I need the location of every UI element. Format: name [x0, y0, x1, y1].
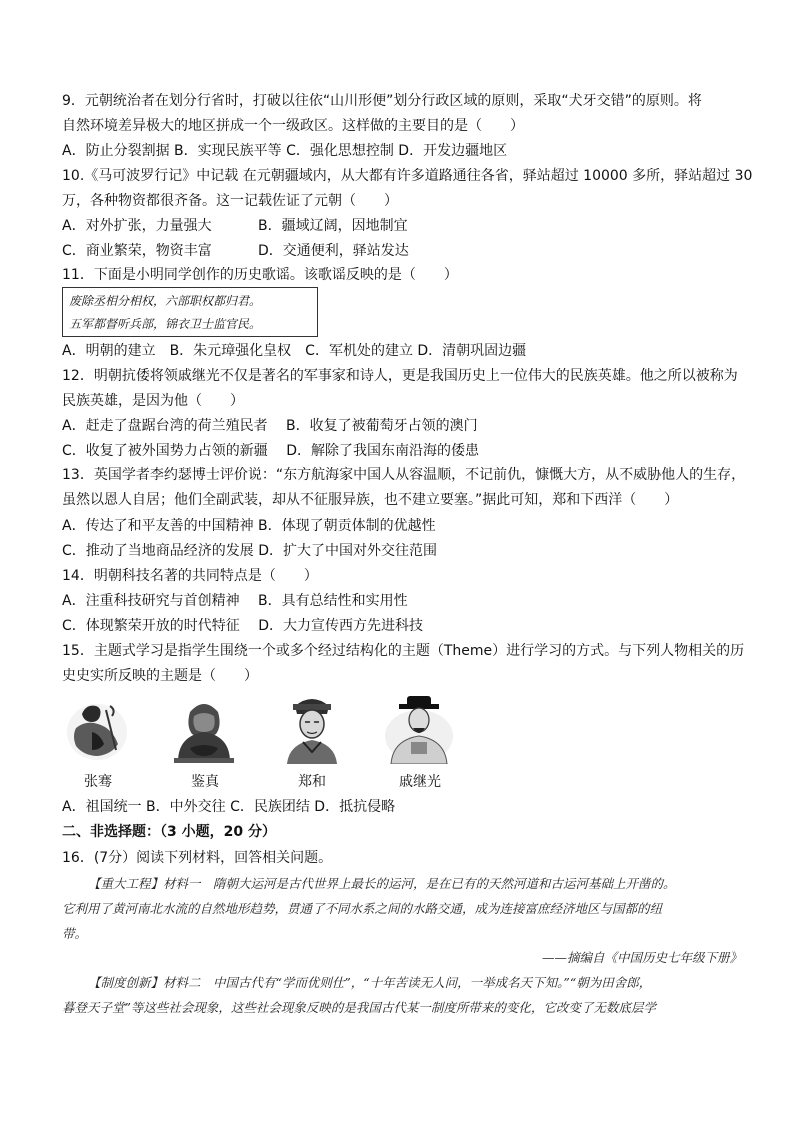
q15-stem-line2: 史史实所反映的主题是（ ） — [62, 668, 258, 684]
zheng-he-portrait — [283, 692, 341, 764]
q9-stem-line2: 自然环境差异极大的地区拼成一个一级政区。这样做的主要目的是（ ） — [62, 118, 524, 134]
q12-options-cd: C．收复了被外国势力占领的新疆 D．解除了我国东南沿海的倭患 — [62, 443, 480, 459]
caption-zheng-he: 郑和 — [298, 774, 326, 790]
q13-options-cd: C．推动了当地商品经济的发展 D．扩大了中国对外交往范围 — [62, 543, 438, 559]
q11-stem: 11．下面是小明同学创作的历史歌谣。该歌谣反映的是（ ） — [62, 267, 458, 283]
q16-material2-line2: 暮登天子堂”等这些社会现象，这些社会现象反映的是我国古代某一制度所带来的变化，它改变了无数底层学 — [62, 1000, 656, 1015]
q9-stem-line1: 9．元朝统治者在划分行省时，打破以往依“山川形便”划分行政区域的原则，采取“犬牙交错”的原则。将 — [62, 93, 702, 109]
q15-options: A．祖国统一 B．中外交往 C．民族团结 D．抵抗侵略 — [62, 799, 396, 815]
jianzhen-portrait — [166, 692, 242, 764]
song-box — [62, 287, 318, 337]
q14-options-cd: C．体现繁荣开放的时代特征 D．大力宣传西方先进科技 — [62, 618, 424, 634]
q9-options: A．防止分裂割据 B．实现民族平等 C．强化思想控制 D．开发边疆地区 — [62, 143, 508, 159]
q10-option-a: A．对外扩张，力量强大 — [62, 218, 212, 234]
q14-options-ab: A．注重科技研究与首创精神 B．具有总结性和实用性 — [62, 593, 408, 609]
q12-stem-line1: 12．明朝抗倭将领戚继光不仅是著名的军事家和诗人，更是我国历史上一位伟大的民族英雄。他之所以被称为 — [62, 368, 738, 384]
section2-title: 二、非选择题：（3 小题，20 分） — [62, 824, 276, 840]
q10-option-c: C．商业繁荣，物资丰富 — [62, 243, 212, 259]
q16-material1-line3: 带。 — [62, 926, 88, 941]
q16-stem: 16．(7分）阅读下列材料，回答相关问题。 — [62, 850, 333, 866]
q13-stem-line1: 13．英国学者李约瑟博士评价说：“东方航海家中国人从容温顺，不记前仇，慷慨大方，从不威胁他人的生存， — [62, 467, 746, 483]
q15-stem-line1: 15．主题式学习是指学生围绕一个或多个经过结构化的主题（Theme）进行学习的方式。与下列人物相关的历 — [62, 643, 745, 659]
q16-material1-source: ——摘编自《中国历史七年级下册》 — [541, 950, 742, 965]
q11-options: A．明朝的建立 B．朱元璋强化皇权 C．军机处的建立 D．清朝巩固边疆 — [62, 343, 527, 359]
q16-material1-line2: 它利用了黄河南北水流的自然地形趋势，贯通了不同水系之间的水路交通，成为连接富庶经济地区与国都的纽 — [62, 901, 663, 916]
q10-option-b: B．疆域辽阔，因地制宜 — [258, 218, 408, 234]
q10-stem-line2: 万，各种物资都很齐备。这一记载佐证了元朝（ ） — [62, 193, 398, 209]
q12-options-ab: A．赶走了盘踞台湾的荷兰殖民者 B．收复了被葡萄牙占领的澳门 — [62, 418, 478, 434]
q13-stem-line2: 虽然以恩人自居；他们全副武装，却从不征服异族，也不建立要塞。”据此可知，郑和下西洋（ ） — [62, 492, 679, 508]
q10-option-d: D．交通便利，驿站发达 — [258, 243, 409, 259]
caption-qi-jiguang: 戚继光 — [399, 774, 441, 790]
q16-material1-line1: 【重大工程】材料一 隋朝大运河是古代世界上最长的运河，是在已有的天然河道和古运河基础上开凿的。 — [88, 876, 676, 891]
song-line-1: 废除丞相分相权，六部职权都归君。 — [69, 294, 262, 308]
song-line-2: 五军都督听兵部，锦衣卫士监官民。 — [69, 317, 262, 331]
qi-jiguang-portrait — [383, 692, 455, 764]
q10-stem-line1: 10.《马可波罗行记》中记载 在元朝疆域内，从大都有许多道路通往各省，驿站超过 10000 多所，驿站超过 30 — [62, 168, 753, 184]
q12-stem-line2: 民族英雄，是因为他（ ） — [62, 393, 244, 409]
caption-zhang-qian: 张骞 — [84, 774, 112, 790]
caption-jianzhen: 鉴真 — [191, 774, 219, 790]
zhang-qian-portrait — [62, 692, 132, 764]
q16-material2-line1: 【制度创新】材料二 中国古代有“学而优则仕”，“十年苦读无人问，一举成名天下知。”“朝为田舍郎， — [88, 975, 652, 990]
q14-stem: 14．明朝科技名著的共同特点是（ ） — [62, 568, 318, 584]
q13-options-ab: A．传达了和平友善的中国精神 B．体现了朝贡体制的优越性 — [62, 518, 436, 534]
